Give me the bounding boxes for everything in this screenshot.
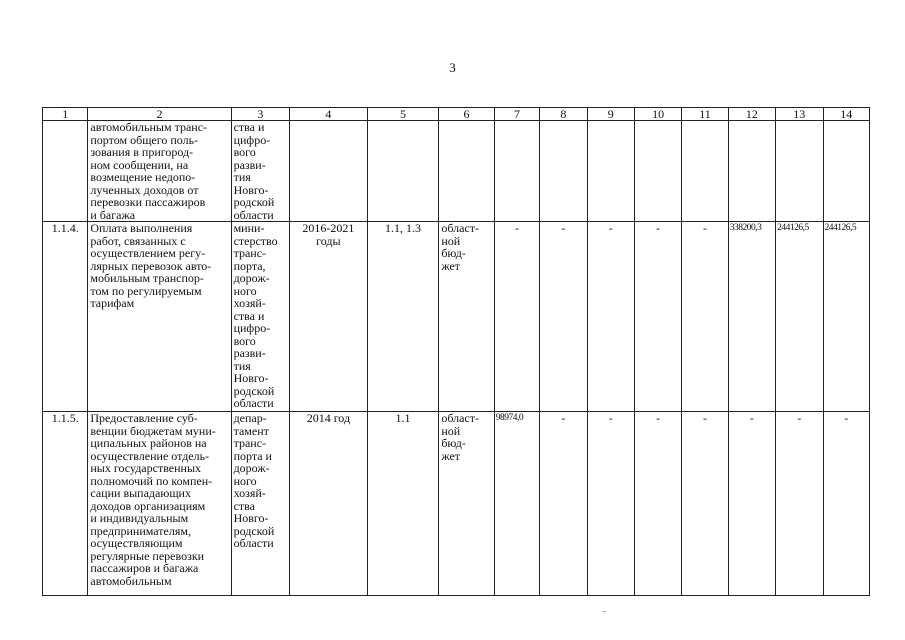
amount-cell: -	[776, 412, 823, 596]
column-number-cell: 12	[728, 108, 775, 121]
column-number-cell: 3	[231, 108, 289, 121]
column-number-cell: 6	[439, 108, 494, 121]
amount-cell: -	[494, 222, 539, 412]
amount-cell	[494, 121, 539, 222]
item-number-cell: 1.1.4.	[43, 222, 88, 412]
column-number-cell: 8	[540, 108, 587, 121]
funding-source-cell: област- ной бюд- жет	[439, 222, 494, 412]
amount-cell	[823, 121, 870, 222]
amount-cell: -	[540, 222, 587, 412]
amount-cell: -	[587, 412, 634, 596]
amount-cell	[776, 121, 823, 222]
amount-cell	[728, 121, 775, 222]
amount-cell: -	[634, 412, 681, 596]
activity-name-cell: Оплата выполнения работ, связанных с осуществлением регу- лярных перевозок авто- мобильным транспор- том по регулируемым тарифам	[88, 222, 231, 412]
period-cell: 2016-2021 годы	[290, 222, 368, 412]
amount-cell: -	[728, 412, 775, 596]
amount-cell	[634, 121, 681, 222]
table-row	[43, 412, 870, 596]
column-number-cell: 11	[682, 108, 728, 121]
scan-dot	[603, 611, 606, 612]
amount-cell: -	[823, 412, 870, 596]
column-number-cell: 10	[634, 108, 681, 121]
period-cell	[290, 121, 368, 222]
program-activities-table	[42, 107, 870, 596]
amount-cell: -	[634, 222, 681, 412]
item-number-cell	[43, 121, 88, 222]
amount-cell: 338200,3	[728, 222, 775, 412]
amount-cell: -	[682, 222, 728, 412]
amount-cell: -	[682, 412, 728, 596]
activity-name-cell: Предоставление суб- венции бюджетам муни- ципальных районов на осуществление отдель- ных государственных полномочий по компен- сации выпадающих доходов организациям и индивидуальным предпринимателям, осуществляющим регулярные перевозки пассажиров и багажа автомобильным	[88, 412, 231, 596]
target-indicator-cell	[367, 121, 439, 222]
target-indicator-cell: 1.1, 1.3	[367, 222, 439, 412]
table-row	[43, 222, 870, 412]
column-number-cell: 5	[367, 108, 439, 121]
amount-cell: 244126,5	[776, 222, 823, 412]
amount-cell: 98974,0	[494, 412, 539, 596]
funding-source-cell: област- ной бюд- жет	[439, 412, 494, 596]
column-number-cell: 1	[43, 108, 88, 121]
executor-cell: ства и цифро- вого разви- тия Новго- родской области	[231, 121, 289, 222]
column-number-cell: 2	[88, 108, 231, 121]
activity-name-cell: автомобильным транс- портом общего поль- зования в пригород- ном сообщении, на возмещение недопо- лученных доходов от перевозки пассажиров и багажа	[88, 121, 231, 222]
amount-cell: 244126,5	[823, 222, 870, 412]
item-number-cell: 1.1.5.	[43, 412, 88, 596]
target-indicator-cell: 1.1	[367, 412, 439, 596]
table-row	[43, 121, 870, 222]
page-number: 3	[449, 60, 456, 75]
column-number-cell: 4	[290, 108, 368, 121]
column-number-cell: 13	[776, 108, 823, 121]
column-number-row	[43, 108, 870, 121]
amount-cell	[587, 121, 634, 222]
period-cell: 2014 год	[290, 412, 368, 596]
column-number-cell: 9	[587, 108, 634, 121]
executor-cell: мини- стерство транс- порта, дорож- ного хозяй- ства и цифро- вого разви- тия Новго- родской области	[231, 222, 289, 412]
amount-cell	[540, 121, 587, 222]
amount-cell	[682, 121, 728, 222]
column-number-cell: 14	[823, 108, 870, 121]
amount-cell: -	[540, 412, 587, 596]
amount-cell: -	[587, 222, 634, 412]
executor-cell: депар- тамент транс- порта и дорож- ного хозяй- ства Новго- родской области	[231, 412, 289, 596]
funding-source-cell	[439, 121, 494, 222]
column-number-cell: 7	[494, 108, 539, 121]
